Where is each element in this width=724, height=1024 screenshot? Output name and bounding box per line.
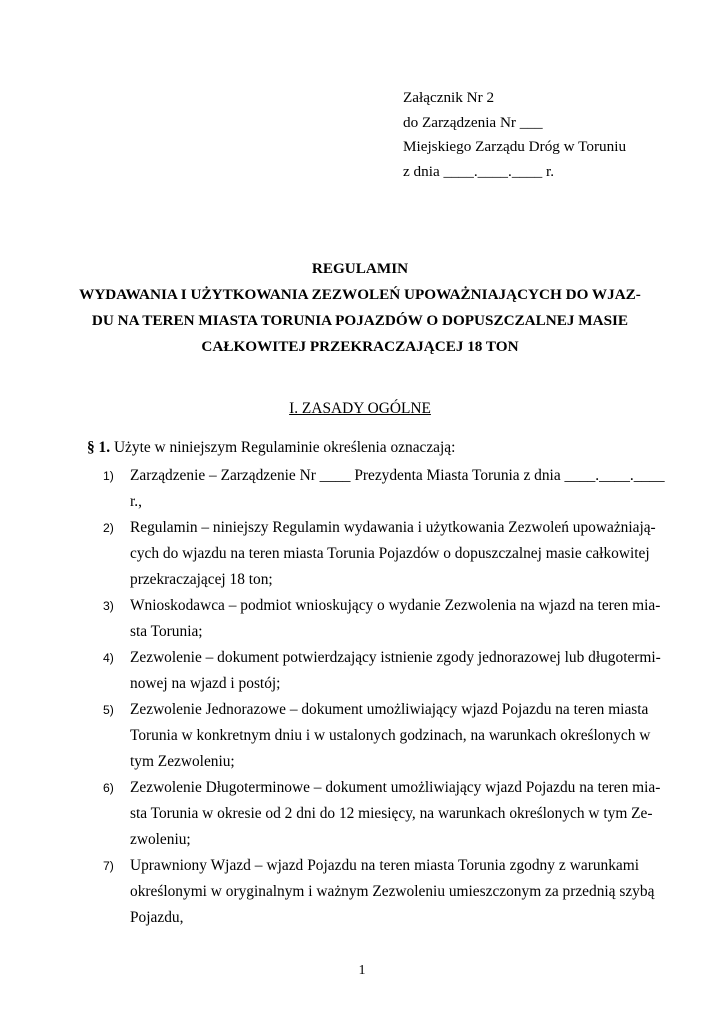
list-item	[103, 645, 661, 697]
list-item-number: 5)	[103, 703, 114, 717]
list-item-text-line: zwoleniu;	[130, 831, 191, 848]
paragraph-intro-text: Użyte w niniejszym Regulaminie określenia oznaczają:	[110, 439, 456, 456]
list-item	[103, 593, 661, 645]
list-item-text-line: Zezwolenie Długoterminowe – dokument umożliwiający wjazd Pojazdu na teren mia-	[130, 779, 661, 796]
list-item-number: 1)	[103, 469, 114, 483]
section-heading: I. ZASADY OGÓLNE	[289, 400, 431, 417]
paragraph-label: § 1.	[87, 439, 111, 456]
list-item-text-line: Uprawniony Wjazd – wjazd Pojazdu na teren miasta Torunia zgodny z warunkami	[130, 857, 639, 874]
list-item-text-line: sta Torunia;	[130, 623, 203, 640]
list-item-text-line: Regulamin – niniejszy Regulamin wydawania i użytkowania Zezwoleń upoważniają-	[130, 519, 656, 536]
paragraph-intro	[87, 439, 647, 457]
annex-line-3: Miejskiego Zarządu Dróg w Toruniu	[403, 138, 627, 156]
list-item-text-line: r.,	[130, 493, 142, 510]
annex-line-1: Załącznik Nr 2	[403, 89, 495, 106]
list-item-text-line: nowej na wjazd i postój;	[130, 675, 281, 692]
annex-line-4: z dnia ____.____.____ r.	[403, 162, 555, 180]
list-item-text-line: Zarządzenie – Zarządzenie Nr ____ Prezydenta Miasta Torunia z dnia ____.____.____	[130, 467, 665, 484]
list-item-text-line: Pojazdu,	[130, 909, 184, 926]
list-item-text-line: Zezwolenie – dokument potwierdzający istnienie zgody jednorazowej lub długotermi-	[130, 649, 661, 666]
list-item-number: 2)	[103, 521, 114, 535]
title-line-1: REGULAMIN	[311, 260, 409, 277]
list-item-number: 6)	[103, 781, 114, 795]
page-number: 1	[358, 963, 366, 978]
title-line-2: WYDAWANIA I UŻYTKOWANIA ZEZWOLEŃ UPOWAŻNIAJĄCYCH DO WJAZ-	[79, 286, 641, 303]
list-item-text-line: cych do wjazdu na teren miasta Torunia Pojazdów o dopuszczalnej masie całkowitej	[130, 545, 650, 562]
title-line-4: CAŁKOWITEJ PRZEKRACZAJĄCEJ 18 TON	[201, 338, 519, 355]
list-item-text-line: Torunia w konkretnym dniu i w ustalonych godzinach, na warunkach określonych w	[130, 727, 651, 744]
list-item	[103, 775, 661, 853]
definitions-list	[0, 463, 724, 931]
list-item-number: 7)	[103, 859, 114, 873]
annex-line-2: do Zarządzenia Nr ___	[403, 113, 543, 131]
list-item-number: 4)	[103, 651, 114, 665]
list-item-text-line: określonymi w oryginalnym i ważnym Zezwoleniu umieszczonym za przednią szybą	[130, 883, 655, 900]
list-item-text-line: Wnioskodawca – podmiot wnioskujący o wydanie Zezwolenia na wjazd na teren mia-	[130, 597, 661, 614]
list-item	[103, 463, 665, 515]
annex-header	[403, 86, 626, 184]
list-item-text-line: Zezwolenie Jednorazowe – dokument umożliwiający wjazd Pojazdu na teren miasta	[130, 701, 649, 718]
title-line-3: DU NA TEREN MIASTA TORUNIA POJAZDÓW O DOPUSZCZALNEJ MASIE	[91, 312, 629, 329]
list-item	[103, 853, 655, 931]
list-item	[103, 515, 656, 593]
list-item-text-line: sta Torunia w okresie od 2 dni do 12 miesięcy, na warunkach określonych w tym Ze-	[130, 805, 653, 822]
document-title	[60, 256, 660, 360]
list-item	[103, 697, 651, 775]
list-item-text-line: przekraczającej 18 ton;	[130, 571, 273, 588]
list-item-text-line: tym Zezwoleniu;	[130, 753, 235, 770]
list-item-number: 3)	[103, 599, 114, 613]
